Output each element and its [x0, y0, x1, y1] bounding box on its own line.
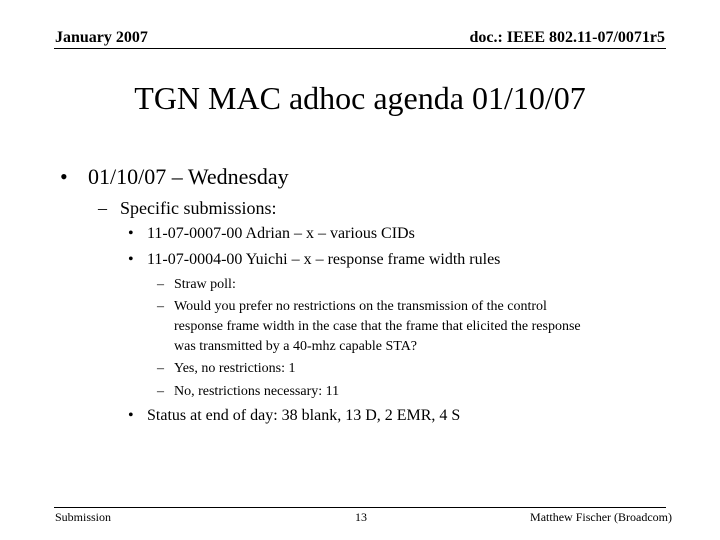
page-number: 13	[355, 510, 367, 524]
dash-icon: –	[157, 277, 164, 292]
bullet-dot-icon: •	[128, 407, 134, 424]
footer-author: Matthew Fischer (Broadcom)	[530, 510, 672, 524]
dash-icon: –	[157, 361, 164, 376]
poll-question-line: response frame width in the case that the frame that elicited the response	[174, 319, 581, 334]
bullet-level1-item	[60, 164, 68, 190]
status-line: Status at end of day: 38 blank, 13 D, 2 EMR, 4 S	[147, 407, 461, 424]
dash-icon: –	[98, 198, 107, 218]
poll-no-result: No, restrictions necessary: 11	[174, 384, 340, 399]
submission-item: 11-07-0004-00 Yuichi – x – response frame width rules	[147, 251, 501, 268]
submission-item: 11-07-0007-00 Adrian – x – various CIDs	[147, 225, 415, 242]
bullet-dot-icon: •	[60, 164, 68, 189]
poll-question-line: Would you prefer no restrictions on the transmission of the control	[174, 299, 547, 314]
bullet-level1-text: 01/10/07 – Wednesday	[88, 164, 289, 189]
straw-poll-label: Straw poll:	[174, 277, 236, 292]
bullet-dot-icon: •	[128, 225, 134, 242]
dash-icon: –	[157, 299, 164, 314]
sub-heading: Specific submissions:	[120, 198, 277, 218]
footer-divider	[54, 507, 666, 508]
header-date: January 2007	[55, 29, 148, 46]
poll-question-line: was transmitted by a 40-mhz capable STA?	[174, 339, 418, 354]
header-doc-id: doc.: IEEE 802.11-07/0071r5	[469, 29, 665, 46]
header-divider	[54, 48, 666, 49]
slide-title: TGN MAC adhoc agenda 01/10/07	[134, 80, 586, 116]
footer-submission: Submission	[55, 510, 112, 524]
poll-yes-result: Yes, no restrictions: 1	[174, 361, 296, 376]
dash-icon: –	[157, 384, 164, 399]
bullet-dot-icon: •	[128, 251, 134, 268]
